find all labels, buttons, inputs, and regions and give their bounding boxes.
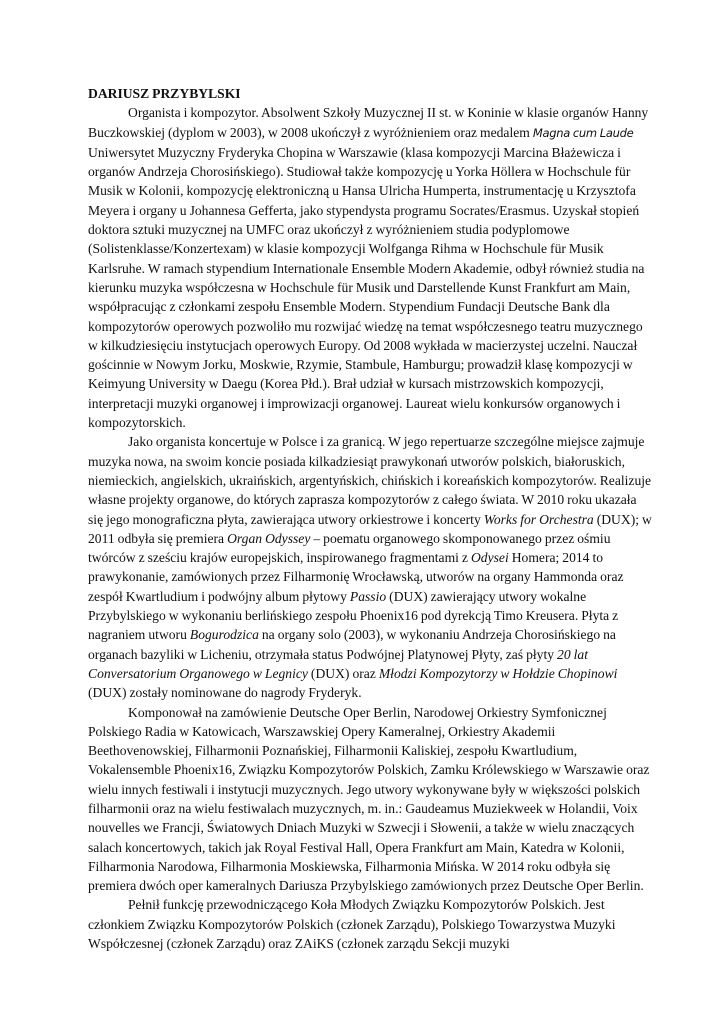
paragraph-text: Organista i kompozytor. Absolwent Szkoły Muzycznej II st. w Koninie w klasie organów Hanny Buczkowskiej (dyplom w 2003), w 2008 ukończył z wyróżnieniem oraz medalem — [88, 105, 649, 140]
biography-title: DARIUSZ PRZYBYLSKI — [88, 86, 241, 101]
paragraph-text: (DUX); w 2011 odbyła się premiera — [88, 511, 652, 546]
paragraph-text: (DUX) zawierający utwory wokalne Przybylskiego w wykonaniu berlińskiego zespołu Phoenix16 pod dyrekcją Timo Kreusera. Płyta z nagraniem utworu — [88, 588, 619, 643]
work-title: Odysei — [470, 550, 509, 566]
paragraph-commissions: Komponował na zamówienie Deutsche Oper Berlin, Narodowej Orkiestry Symfonicznej Polskiego Radia w Katowicach, Warszawskiej Opery Kameralnej, Orkiestry Akademii Beethovenowskiej, Filharmonii Poznańskiej, Filharmonii Kaliskiej, zespołu Kwartludium, Vokalensemble Phoenix16, Związku Kompozytorów Polskich, Zamku Królewskiego w Warszawie oraz wielu innych festiwali i instytucji muzycznych. Jego utwory wykonywane były w większości polskich filharmonii oraz na wielu festiwalach muzycznych, m. in.: Gaudeamus Muziekweek w Holandii, Voix nouvelles we Francji, Światowych Dniach Muzyki w Szwecji i Słowenii, a także w wielu znaczących salach koncertowych, takich jak Royal Festival Hall, Opera Frankfurt am Main, Katedra w Kolonii, Filharmonia Narodowa, Filharmonia Moskiewska, Filharmonia Mińska. W 2014 roku odbyła się premiera dwóch oper kameralnych Dariusza Przybylskiego zamówionych przez Deutsche Oper Berlin. — [88, 704, 650, 894]
paragraph-organist — [88, 432, 654, 702]
paragraph-text: na organy solo (2003), w wykonaniu Andrzeja Chorosińskiego na organach bazyliki w Licheniu, otrzymała status Podwójnej Platynowej Płyty, zaś płyty — [88, 627, 616, 662]
paragraph-text: (DUX) oraz — [307, 665, 379, 681]
work-title: Organ Odyssey — [227, 530, 311, 546]
paragraph-text: (DUX) zostały nominowane do nagrody Fryderyk. — [88, 685, 362, 701]
paragraph-text: Jako organista koncertuje w Polsce i za granicą. W jego repertuarze szczególne miejsce zajmuje muzyka nowa, na swoim koncie posiada kilkadziesiąt prawykonań utworów polskich, białoruskich, niemieckich, angielskich, ukraińskich, argentyńskich, chińskich i koreańskich kompozytorów. Realizuje własne projekty organowe, do których zaprasza kompozytorów z całego świata. W 2010 roku ukazała się jego monograficzna płyta, zawierająca utwory orkiestrowe i koncerty — [88, 434, 652, 527]
document-page — [88, 84, 654, 953]
paragraph-education — [88, 103, 654, 432]
paragraph-text: Uniwersytet Muzyczny Fryderyka Chopina w Warszawie (klasa kompozycji Marcina Błażewicza i organów Andrzeja Chorosińskiego). Studiował także kompozycję u Yorka Höllera w Hochschule für Musik w Kolonii, kompozycję elektroniczną u Hansa Ulricha Humperta, instrumentację u Krzysztofa Meyera i organy u Johannesa Gefferta, jako stypendysta programu Socrates/Erasmus. Uzyskał stopień doktora sztuki muzycznej na UMFC oraz ukończył z wyróżnieniem studia podyplomowe (Solistenklasse/Konzertexam) w klasie kompozycji Wolfganga Rihma w Hochschule für Musik Karlsruhe. W ramach stypendium Internationale Ensemble Modern Akademie, odbył również studia na kierunku muzyka współczesna w Hochschule für Musik und Darstellende Kunst Frankfurt am Main, współpracując z członkami zespołu Ensemble Modern. Stypendium Fundacji Deutsche Bank dla kompozytorów operowych pozwoliło mu rozwijać wiedzę na temat współczesnego teatru muzycznego w kilkudziesięciu instytucjach operowych Europy. Od 2008 wykłada w macierzystej uczelni. Nauczał gościnnie w Nowym Jorku, Moskwie, Rzymie, Stambule, Hamburgu; prowadził klasę kompozycji w Keimyung University w Daegu (Korea Płd.). Brał udział w kursach mistrzowskich kompozycji, interpretacji muzyki organowej i improwizacji organowej. Laureat wielu konkursów organowych i kompozytorskich. — [88, 144, 645, 431]
paragraph-memberships: Pełnił funkcję przewodniczącego Koła Młodych Związku Kompozytorów Polskich. Jest członkiem Związku Kompozytorów Polskich (członek Zarządu), Polskiego Towarzystwa Muzyki Współczesnej (członek Zarządu) oraz ZAiKS (członek zarządu Sekcji muzyki — [88, 897, 616, 952]
paragraph-text: Homera; 2014 to prawykonanie, zamówionych przez Filharmonię Wrocławską, utworów na organy Hammonda oraz zespół Kwartludium i podwójny album płytowy — [88, 550, 624, 604]
award-name: Magna cum Laude — [532, 125, 634, 140]
work-title: Bogurodzica — [189, 627, 259, 643]
album-title: Młodzi Kompozytorzy w Hołdzie Chopinowi — [378, 665, 618, 681]
album-title: 20 lat Conversatorium Organowego w Legnicy — [88, 646, 588, 681]
paragraph-text: – poematu organowego skomponowanego przez ośmiu twórców z sześciu krajów europejskich, inspirowanego fragmentami z — [88, 530, 611, 566]
album-title: Passio — [349, 588, 387, 604]
album-title: Works for Orchestra — [483, 511, 594, 527]
